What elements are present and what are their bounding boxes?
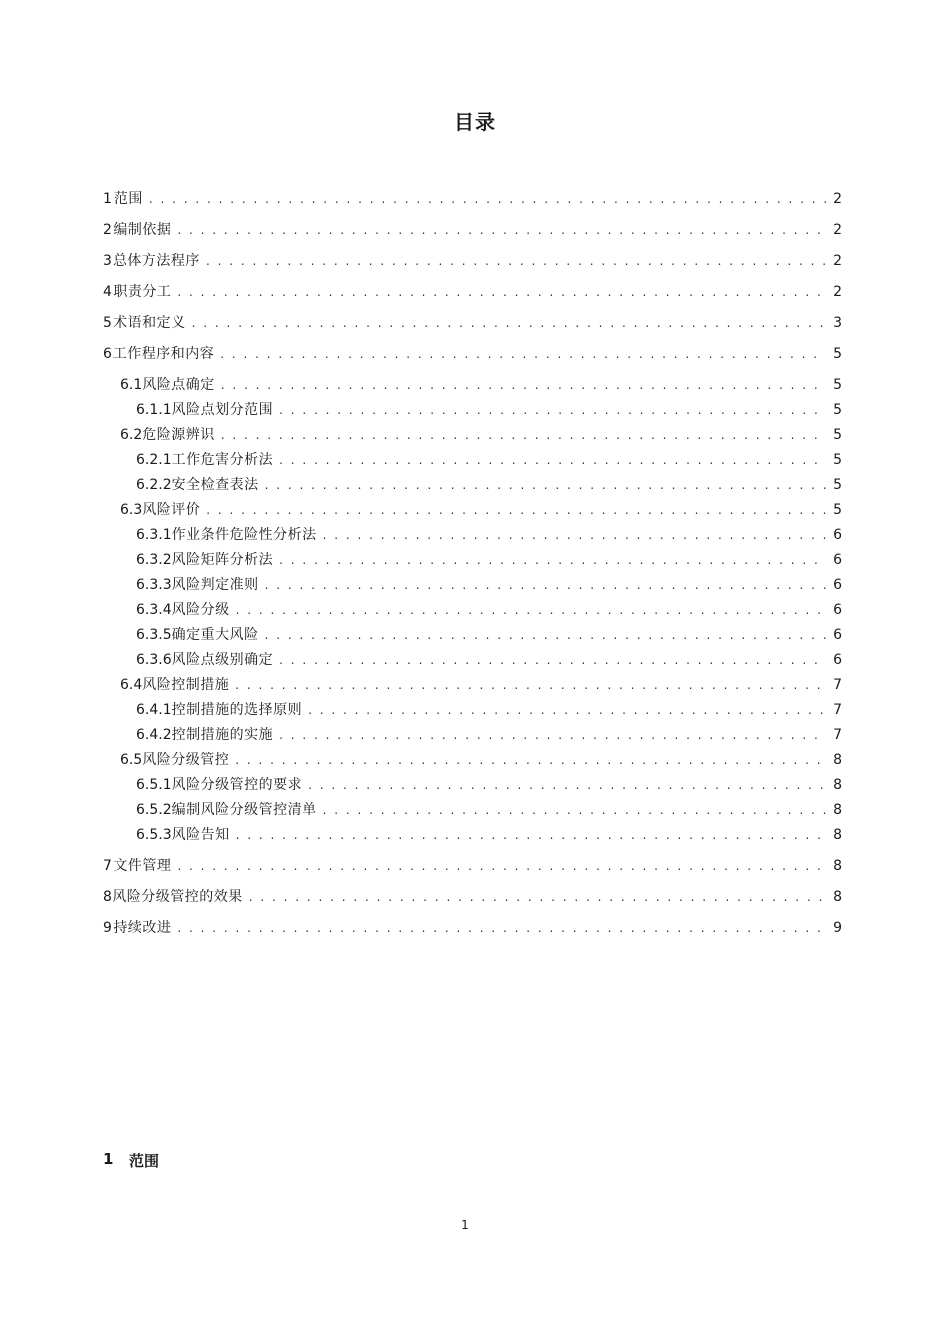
toc-dot-leader [221,375,826,395]
toc-entry-page: 5 [833,452,842,468]
toc-entry[interactable] [103,887,842,907]
toc-entry-label: 职责分工 [113,284,172,300]
toc-entry-label: 风险点级别确定 [171,652,274,668]
toc-entry[interactable] [103,282,842,302]
toc-entry-label: 风险控制措施 [142,677,230,693]
toc-entry-number: 6.3.2 [136,552,172,568]
toc-entry-number: 6.3.3 [136,577,172,593]
toc-entry-number: 6 [103,346,112,362]
toc-entry-page: 8 [833,802,842,818]
toc-entry-page: 5 [833,502,842,518]
toc-entry[interactable] [103,220,842,240]
toc-dot-leader [323,800,826,820]
toc-dot-leader [236,825,826,845]
toc-dot-leader [323,525,826,545]
toc-entry-label: 风险判定准则 [171,577,259,593]
toc-entry-label: 编制依据 [113,222,172,238]
toc-entry-page: 6 [833,552,842,568]
toc-entry[interactable] [136,650,842,670]
toc-entry[interactable] [136,800,842,820]
toc-entry-number: 6.5 [120,752,143,768]
toc-entry-number: 6.2 [120,427,143,443]
toc-dot-leader [279,400,826,420]
toc-entry-label: 确定重大风险 [171,627,259,643]
toc-entry[interactable] [136,625,842,645]
section-heading-label: 范围 [129,1152,160,1170]
toc-dot-leader [279,650,826,670]
toc-entry-number: 6.1 [120,377,143,393]
toc-dot-leader [177,856,826,876]
toc-entry-label: 风险分级管控的要求 [171,777,303,793]
toc-entry[interactable] [136,600,842,620]
toc-entry-number: 6.2.2 [136,477,172,493]
toc-entry[interactable] [103,251,842,271]
toc-entry-number: 6.1.1 [136,402,172,418]
toc-entry[interactable] [103,313,842,333]
toc-entry-page: 7 [833,702,842,718]
toc-entry[interactable] [136,475,842,495]
toc-entry-number: 6.5.2 [136,802,172,818]
toc-entry-number: 6.5.1 [136,777,172,793]
toc-entry-number: 8 [103,889,112,905]
toc-entry[interactable] [103,856,842,876]
toc-entry[interactable] [136,575,842,595]
toc-entry-number: 2 [103,222,112,238]
toc-entry-label: 安全检查表法 [171,477,259,493]
page-number: 1 [461,1218,469,1232]
toc-entry-label: 控制措施的实施 [171,727,274,743]
toc-entry-number: 6.3.5 [136,627,172,643]
toc-dot-leader [265,575,826,595]
toc-entry[interactable] [120,425,842,445]
toc-entry[interactable] [136,775,842,795]
toc-entry-label: 风险点划分范围 [171,402,274,418]
toc-dot-leader [177,918,826,938]
section-heading [103,1150,159,1171]
toc-entry-number: 9 [103,920,112,936]
toc-dot-leader [220,344,826,364]
toc-entry-label: 风险告知 [171,827,230,843]
toc-dot-leader [279,550,826,570]
toc-entry-label: 风险分级 [171,602,230,618]
toc-entry[interactable] [136,700,842,720]
toc-entry[interactable] [136,725,842,745]
toc-entry[interactable] [103,918,842,938]
toc-entry-page: 2 [833,222,842,238]
toc-entry-number: 6.3.1 [136,527,172,543]
toc-entry-number: 6.3 [120,502,143,518]
toc-dot-leader [265,475,826,495]
toc-entry-label: 持续改进 [113,920,172,936]
toc-entry-page: 8 [833,827,842,843]
toc-entry-label: 风险矩阵分析法 [171,552,274,568]
toc-entry-label: 文件管理 [113,858,172,874]
toc-dot-leader [221,425,826,445]
toc-entry-label: 作业条件危险性分析法 [171,527,317,543]
toc-entry-page: 5 [833,402,842,418]
toc-dot-leader [249,887,826,907]
toc-entry-page: 5 [833,377,842,393]
toc-entry[interactable] [136,525,842,545]
toc-entry-page: 6 [833,527,842,543]
toc-dot-leader [308,775,826,795]
toc-entry-number: 6.5.3 [136,827,172,843]
toc-entry[interactable] [120,675,842,695]
toc-entry-page: 5 [833,427,842,443]
toc-entry-page: 2 [833,191,842,207]
toc-entry-number: 6.4.1 [136,702,172,718]
toc-entry-label: 控制措施的选择原则 [171,702,303,718]
toc-entry-label: 风险评价 [142,502,201,518]
toc-dot-leader [236,600,826,620]
toc-entry-page: 2 [833,253,842,269]
toc-entry-page: 8 [833,858,842,874]
toc-dot-leader [177,282,826,302]
toc-entry-page: 7 [833,727,842,743]
toc-entry-label: 编制风险分级管控清单 [171,802,317,818]
toc-entry[interactable] [103,189,842,209]
toc-dot-leader [192,313,826,333]
toc-entry[interactable] [120,500,842,520]
toc-dot-leader [279,450,826,470]
toc-dot-leader [308,700,826,720]
toc-entry[interactable] [120,375,842,395]
toc-entry-label: 工作危害分析法 [171,452,274,468]
toc-dot-leader [206,500,826,520]
toc-entry-number: 6.4 [120,677,143,693]
toc-entry-number: 6.3.6 [136,652,172,668]
toc-dot-leader [279,725,826,745]
toc-entry-number: 4 [103,284,112,300]
toc-dot-leader [235,750,826,770]
toc-dot-leader [177,220,826,240]
toc-entry-label: 总体方法程序 [112,253,200,269]
toc-dot-leader [206,251,826,271]
toc-dot-leader [235,675,826,695]
toc-entry-number: 6.4.2 [136,727,172,743]
toc-entry-number: 5 [103,315,112,331]
toc-entry-page: 8 [833,777,842,793]
toc-entry-label: 危险源辨识 [142,427,215,443]
toc-entry-page: 8 [833,752,842,768]
toc-entry[interactable] [136,550,842,570]
toc-entry-label: 风险分级管控的效果 [112,889,243,905]
toc-dot-leader [149,189,826,209]
toc-entry-page: 7 [833,677,842,693]
toc-entry[interactable] [136,825,842,845]
toc-entry-number: 6.3.4 [136,602,172,618]
toc-entry-page: 3 [833,315,842,331]
toc-entry-page: 6 [833,577,842,593]
toc-entry-number: 1 [103,191,112,207]
toc-entry-page: 9 [833,920,842,936]
toc-entry-number: 7 [103,858,112,874]
toc-entry-page: 6 [833,602,842,618]
toc-entry-page: 2 [833,284,842,300]
toc-entry-page: 5 [833,477,842,493]
toc-entry-number: 6.2.1 [136,452,172,468]
toc-entry-label: 风险分级管控 [142,752,230,768]
toc-entry-page: 5 [833,346,842,362]
toc-entry[interactable] [136,400,842,420]
toc-dot-leader [265,625,826,645]
toc-entry-page: 8 [833,889,842,905]
toc-entry-number: 3 [103,253,112,269]
toc-entry[interactable] [103,344,842,364]
toc-entry-label: 术语和定义 [113,315,186,331]
toc-entry[interactable] [136,450,842,470]
toc-entry-page: 6 [833,627,842,643]
section-heading-number: 1 [103,1150,114,1168]
toc-entry-label: 风险点确定 [142,377,215,393]
toc-title: 目录 [454,110,496,134]
toc-entry-label: 工作程序和内容 [112,346,215,362]
toc-entry[interactable] [120,750,842,770]
toc-entry-label: 范围 [113,191,143,207]
toc-entry-page: 6 [833,652,842,668]
